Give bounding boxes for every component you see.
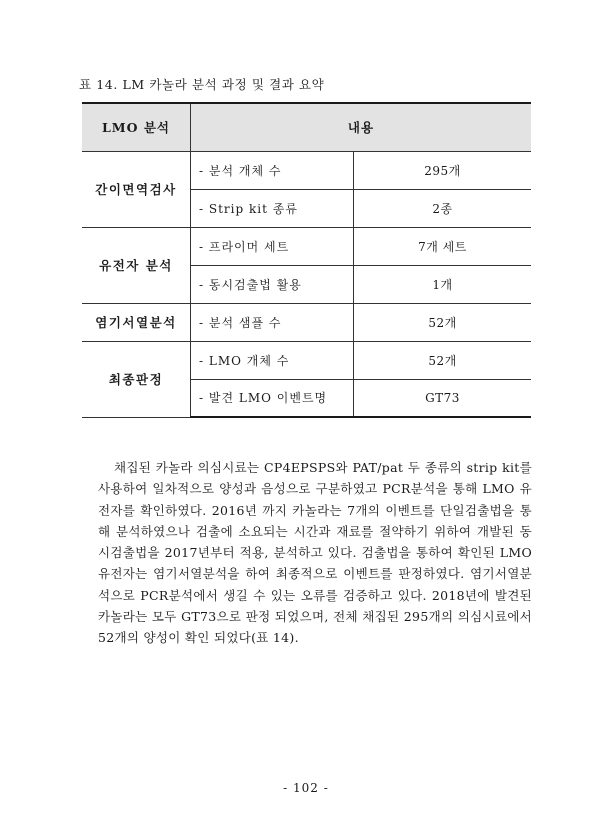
group-gene-analysis: 유전자 분석 <box>82 227 191 303</box>
page-number: - 102 - <box>283 781 329 795</box>
row-item: - 동시검출법 활용 <box>191 265 354 303</box>
table-row <box>82 341 531 379</box>
header-lmo-analysis: LMO 분석 <box>82 103 191 151</box>
table-row <box>82 151 531 189</box>
row-value: GT73 <box>354 379 532 417</box>
row-item: - 발견 LMO 이벤트명 <box>191 379 354 417</box>
row-value: 52개 <box>354 341 532 379</box>
group-final-decision: 최종판정 <box>82 341 191 417</box>
row-item: - 분석 샘플 수 <box>191 303 354 341</box>
group-sequencing: 염기서열분석 <box>82 303 191 341</box>
row-item: - Strip kit 종류 <box>191 189 354 227</box>
table-caption: 표 14. LM 카놀라 분석 과정 및 결과 요약 <box>79 77 325 92</box>
body-paragraph: 채집된 카놀라 의심시료는 CP4EPSPS와 PAT/pat 두 종류의 strip kit를 사용하여 일차적으로 양성과 음성으로 구분하였고 PCR분석을 통해 LMO 유전자를 확인하였다. 2016년 까지 카놀라는 7개의 이벤트를 단일검출법을 통해 분석하였으나 검출에 소요되는 시간과 재료를 절약하기 위하여 개발된 동시검출법을 2017년부터 적용, 분석하고 있다. 검출법을 통하여 확인된 LMO 유전자는 염기서열분석을 하여 최종적으로 이벤트를 판정하였다. 염기서열분석으로 PCR분석에서 생길 수 있는 오류를 검증하고 있다. 2018년에 발견된 카놀라는 모두 GT73으로 판정 되었으며, 전체 채집된 295개의 의심시료에서 52개의 양성이 확인 되었다(표 14). <box>98 460 532 646</box>
lm-canola-summary-table <box>82 102 531 418</box>
table-header-row <box>82 103 531 151</box>
body-paragraph-block <box>98 457 532 649</box>
table-row <box>82 227 531 265</box>
row-value: 2종 <box>354 189 532 227</box>
row-value: 7개 세트 <box>354 227 532 265</box>
group-immunoassay: 간이면역검사 <box>82 151 191 227</box>
row-value: 52개 <box>354 303 532 341</box>
row-item: - 분석 개체 수 <box>191 151 354 189</box>
row-value: 295개 <box>354 151 532 189</box>
table-row <box>82 303 531 341</box>
header-content: 내용 <box>191 103 532 151</box>
row-item: - 프라이머 세트 <box>191 227 354 265</box>
row-value: 1개 <box>354 265 532 303</box>
row-item: - LMO 개체 수 <box>191 341 354 379</box>
